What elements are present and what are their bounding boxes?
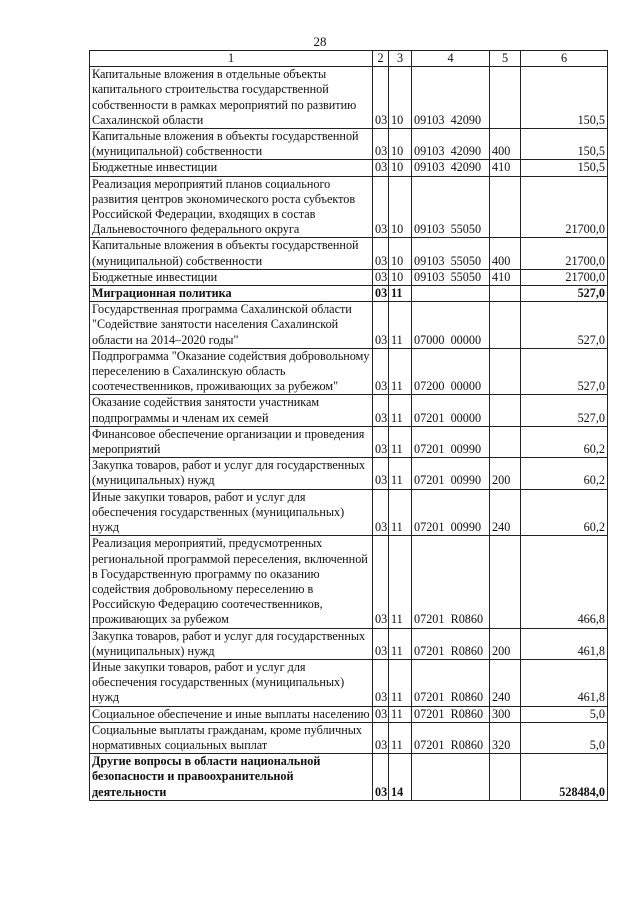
table-row xyxy=(90,67,608,129)
table-row xyxy=(90,302,608,349)
row-section-cell: 03 xyxy=(373,269,389,285)
row-amount-cell: 150,5 xyxy=(521,160,608,176)
row-name-cell: Закупка товаров, работ и услуг для государственных (муниципальных) нужд xyxy=(90,458,373,489)
row-amount-cell: 527,0 xyxy=(521,302,608,349)
row-amount-cell: 60,2 xyxy=(521,426,608,457)
row-amount-cell: 60,2 xyxy=(521,489,608,536)
row-expense-type-cell: 410 xyxy=(490,269,521,285)
table-row xyxy=(90,426,608,457)
row-name-cell: Закупка товаров, работ и услуг для государственных (муниципальных) нужд xyxy=(90,628,373,659)
row-expense-type-cell xyxy=(490,348,521,395)
table-row xyxy=(90,722,608,753)
row-name-cell: Реализация мероприятий планов социального развития центров экономического роста субъектов Российской Федерации, входящих в состав Дальневосточного федерального округа xyxy=(90,176,373,238)
table-row xyxy=(90,238,608,269)
header-col-3: 3 xyxy=(389,51,412,67)
row-target-article-cell xyxy=(412,286,490,302)
table-row xyxy=(90,754,608,801)
row-target-article-cell: 09103 42090 xyxy=(412,160,490,176)
row-name-cell: Иные закупки товаров, работ и услуг для обеспечения государственных (муниципальных) нужд xyxy=(90,489,373,536)
row-name-cell: Социальное обеспечение и иные выплаты населению xyxy=(90,706,373,722)
row-name-cell: Бюджетные инвестиции xyxy=(90,160,373,176)
row-expense-type-cell xyxy=(490,426,521,457)
row-subsection-cell: 11 xyxy=(389,458,412,489)
row-amount-cell: 528484,0 xyxy=(521,754,608,801)
row-amount-cell: 461,8 xyxy=(521,628,608,659)
row-section-cell: 03 xyxy=(373,628,389,659)
row-target-article-cell: 07201 R0860 xyxy=(412,706,490,722)
table-row xyxy=(90,489,608,536)
row-section-cell: 03 xyxy=(373,286,389,302)
row-subsection-cell: 10 xyxy=(389,269,412,285)
row-name-cell: Другие вопросы в области национальной безопасности и правоохранительной деятельности xyxy=(90,754,373,801)
table-row xyxy=(90,160,608,176)
row-amount-cell: 21700,0 xyxy=(521,238,608,269)
row-name-cell: Реализация мероприятий, предусмотренных региональной программой переселения, включенной в Государственную программу по оказанию содействия добровольному переселению в Российскую Федерацию соотечественников, проживающих за рубежом xyxy=(90,536,373,628)
row-subsection-cell: 11 xyxy=(389,395,412,426)
row-name-cell: Государственная программа Сахалинской области "Содействие занятости населения Сахалинской области на 2014–2020 годы" xyxy=(90,302,373,349)
row-amount-cell: 5,0 xyxy=(521,706,608,722)
row-expense-type-cell xyxy=(490,395,521,426)
row-expense-type-cell: 300 xyxy=(490,706,521,722)
row-expense-type-cell xyxy=(490,302,521,349)
row-name-cell: Миграционная политика xyxy=(90,286,373,302)
row-target-article-cell: 09103 42090 xyxy=(412,129,490,160)
row-name-cell: Оказание содействия занятости участникам подпрограммы и членам их семей xyxy=(90,395,373,426)
row-amount-cell: 21700,0 xyxy=(521,176,608,238)
row-amount-cell: 150,5 xyxy=(521,67,608,129)
row-amount-cell: 5,0 xyxy=(521,722,608,753)
header-col-6: 6 xyxy=(521,51,608,67)
row-section-cell: 03 xyxy=(373,659,389,706)
row-target-article-cell: 07201 R0860 xyxy=(412,536,490,628)
row-section-cell: 03 xyxy=(373,176,389,238)
table-row xyxy=(90,269,608,285)
row-target-article-cell: 07201 00990 xyxy=(412,426,490,457)
row-subsection-cell: 11 xyxy=(389,302,412,349)
row-name-cell: Социальные выплаты гражданам, кроме публичных нормативных социальных выплат xyxy=(90,722,373,753)
row-subsection-cell: 11 xyxy=(389,659,412,706)
row-subsection-cell: 11 xyxy=(389,286,412,302)
row-expense-type-cell: 400 xyxy=(490,129,521,160)
row-section-cell: 03 xyxy=(373,706,389,722)
row-target-article-cell: 07000 00000 xyxy=(412,302,490,349)
table-row xyxy=(90,286,608,302)
row-section-cell: 03 xyxy=(373,489,389,536)
row-subsection-cell: 11 xyxy=(389,628,412,659)
row-target-article-cell: 09103 55050 xyxy=(412,238,490,269)
table-row xyxy=(90,706,608,722)
header-col-5: 5 xyxy=(490,51,521,67)
row-subsection-cell: 11 xyxy=(389,722,412,753)
row-section-cell: 03 xyxy=(373,722,389,753)
row-target-article-cell: 07201 00990 xyxy=(412,489,490,536)
row-target-article-cell: 09103 55050 xyxy=(412,176,490,238)
row-expense-type-cell: 240 xyxy=(490,659,521,706)
row-target-article-cell xyxy=(412,754,490,801)
row-amount-cell: 527,0 xyxy=(521,348,608,395)
row-section-cell: 03 xyxy=(373,395,389,426)
table-row xyxy=(90,129,608,160)
row-subsection-cell: 10 xyxy=(389,176,412,238)
row-subsection-cell: 11 xyxy=(389,706,412,722)
row-section-cell: 03 xyxy=(373,536,389,628)
row-expense-type-cell: 240 xyxy=(490,489,521,536)
table-row xyxy=(90,458,608,489)
row-expense-type-cell: 200 xyxy=(490,458,521,489)
table-row xyxy=(90,176,608,238)
row-target-article-cell: 07201 R0860 xyxy=(412,628,490,659)
row-expense-type-cell xyxy=(490,67,521,129)
row-section-cell: 03 xyxy=(373,67,389,129)
row-subsection-cell: 10 xyxy=(389,238,412,269)
row-expense-type-cell: 400 xyxy=(490,238,521,269)
row-name-cell: Финансовое обеспечение организации и проведения мероприятий xyxy=(90,426,373,457)
row-subsection-cell: 11 xyxy=(389,348,412,395)
header-col-4: 4 xyxy=(412,51,490,67)
row-expense-type-cell xyxy=(490,536,521,628)
row-target-article-cell: 07201 00990 xyxy=(412,458,490,489)
row-amount-cell: 60,2 xyxy=(521,458,608,489)
row-section-cell: 03 xyxy=(373,302,389,349)
row-name-cell: Бюджетные инвестиции xyxy=(90,269,373,285)
row-subsection-cell: 10 xyxy=(389,129,412,160)
row-subsection-cell: 10 xyxy=(389,67,412,129)
row-name-cell: Капитальные вложения в объекты государственной (муниципальной) собственности xyxy=(90,238,373,269)
budget-table xyxy=(89,50,608,801)
row-expense-type-cell: 320 xyxy=(490,722,521,753)
row-expense-type-cell: 410 xyxy=(490,160,521,176)
row-subsection-cell: 11 xyxy=(389,489,412,536)
row-section-cell: 03 xyxy=(373,426,389,457)
row-amount-cell: 527,0 xyxy=(521,286,608,302)
table-row xyxy=(90,628,608,659)
row-target-article-cell: 09103 55050 xyxy=(412,269,490,285)
row-name-cell: Капитальные вложения в отдельные объекты капитального строительства государственной собственности в рамках мероприятий по развитию Сахалинской области xyxy=(90,67,373,129)
table-row xyxy=(90,659,608,706)
row-section-cell: 03 xyxy=(373,754,389,801)
header-col-2: 2 xyxy=(373,51,389,67)
row-amount-cell: 527,0 xyxy=(521,395,608,426)
row-subsection-cell: 10 xyxy=(389,160,412,176)
table-row xyxy=(90,536,608,628)
row-expense-type-cell xyxy=(490,176,521,238)
table-header-row xyxy=(90,51,608,67)
row-name-cell: Капитальные вложения в объекты государственной (муниципальной) собственности xyxy=(90,129,373,160)
row-target-article-cell: 07201 R0860 xyxy=(412,722,490,753)
row-amount-cell: 466,8 xyxy=(521,536,608,628)
row-subsection-cell: 14 xyxy=(389,754,412,801)
row-section-cell: 03 xyxy=(373,458,389,489)
table-row xyxy=(90,348,608,395)
row-section-cell: 03 xyxy=(373,129,389,160)
row-subsection-cell: 11 xyxy=(389,536,412,628)
row-amount-cell: 150,5 xyxy=(521,129,608,160)
row-expense-type-cell xyxy=(490,754,521,801)
row-name-cell: Иные закупки товаров, работ и услуг для обеспечения государственных (муниципальных) нужд xyxy=(90,659,373,706)
row-target-article-cell: 07201 00000 xyxy=(412,395,490,426)
row-amount-cell: 21700,0 xyxy=(521,269,608,285)
table-row xyxy=(90,395,608,426)
row-target-article-cell: 07200 00000 xyxy=(412,348,490,395)
header-col-1: 1 xyxy=(90,51,373,67)
row-section-cell: 03 xyxy=(373,160,389,176)
row-target-article-cell: 09103 42090 xyxy=(412,67,490,129)
row-name-cell: Подпрограмма "Оказание содействия добровольному переселению в Сахалинскую область соотечественников, проживающих за рубежом" xyxy=(90,348,373,395)
row-expense-type-cell: 200 xyxy=(490,628,521,659)
page-number: 28 xyxy=(313,34,327,49)
row-target-article-cell: 07201 R0860 xyxy=(412,659,490,706)
row-section-cell: 03 xyxy=(373,348,389,395)
row-amount-cell: 461,8 xyxy=(521,659,608,706)
row-section-cell: 03 xyxy=(373,238,389,269)
row-expense-type-cell xyxy=(490,286,521,302)
row-subsection-cell: 11 xyxy=(389,426,412,457)
